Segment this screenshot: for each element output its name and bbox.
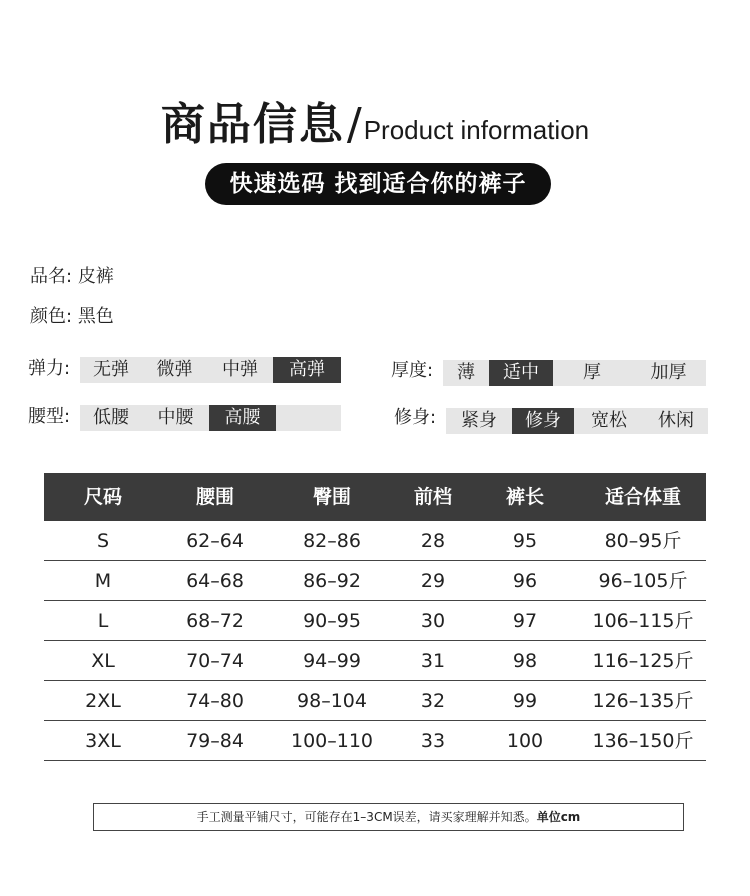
table-cell: 79–84 <box>186 730 244 752</box>
table-cell: 99 <box>512 690 538 712</box>
table-cell: 64–68 <box>186 570 244 592</box>
table-cell: 98 <box>512 650 538 672</box>
table-cell: 30 <box>420 610 446 632</box>
table-cell: 126–135斤 <box>592 690 694 712</box>
quick-size-banner: 快速选码 找到适合你的裤子 <box>205 163 551 205</box>
waist-option-selected: 高腰 <box>209 405 276 431</box>
thickness-option: 加厚 <box>650 362 687 383</box>
title-english: Product information <box>363 115 590 145</box>
table-row <box>44 641 706 681</box>
size-table-header <box>44 473 706 521</box>
waist-selector <box>80 405 341 431</box>
title-chinese: 商品信息 <box>160 99 345 150</box>
table-cell: 97 <box>512 610 538 632</box>
table-cell: 136–150斤 <box>592 730 694 752</box>
elasticity-option-selected: 高弹 <box>273 357 341 383</box>
table-cell: 96–105斤 <box>598 570 688 592</box>
column-header: 臀围 <box>312 486 351 508</box>
table-cell: 32 <box>420 690 446 712</box>
table-cell: M <box>94 570 112 592</box>
table-cell: 80–95斤 <box>604 530 682 552</box>
measurement-note <box>93 803 684 831</box>
thickness-selector <box>443 360 706 386</box>
table-cell: XL <box>91 650 115 672</box>
table-row <box>44 521 706 561</box>
product-name-label: 品名: <box>30 266 73 287</box>
table-cell: 100–110 <box>290 730 374 752</box>
waist-empty-slot <box>276 405 341 431</box>
color-value: 黑色 <box>77 306 114 327</box>
table-cell: 70–74 <box>186 650 244 672</box>
table-row <box>44 561 706 601</box>
table-cell: 2XL <box>85 690 121 712</box>
table-cell: 86–92 <box>303 570 361 592</box>
column-header: 腰围 <box>195 486 234 508</box>
table-cell: 31 <box>420 650 446 672</box>
thickness-option: 厚 <box>583 362 601 383</box>
fit-option: 紧身 <box>461 410 497 431</box>
elasticity-label: 弹力: <box>28 358 71 379</box>
table-cell: 98–104 <box>297 690 367 712</box>
fit-option: 休闲 <box>658 410 694 431</box>
unit-label: 单位cm <box>536 810 581 824</box>
elasticity-option: 微弹 <box>156 359 193 380</box>
elasticity-selector <box>80 357 341 383</box>
thickness-label: 厚度: <box>391 360 434 381</box>
table-cell: L <box>97 610 109 632</box>
product-name-value: 皮裤 <box>77 266 114 287</box>
fit-label: 修身: <box>394 407 437 428</box>
waist-option: 低腰 <box>93 407 129 428</box>
table-cell: 68–72 <box>186 610 244 632</box>
column-header: 尺码 <box>83 486 122 508</box>
table-row <box>44 601 706 641</box>
table-cell: 28 <box>420 530 446 552</box>
table-row <box>44 721 706 761</box>
waist-option: 中腰 <box>157 407 194 428</box>
table-cell: 100 <box>506 730 544 752</box>
product-name-line <box>30 262 114 288</box>
fit-selector <box>446 408 708 434</box>
table-cell: S <box>96 530 110 552</box>
elasticity-option: 中弹 <box>222 359 258 380</box>
table-cell: 33 <box>420 730 446 752</box>
table-cell: 94–99 <box>303 650 361 672</box>
fit-option-selected: 修身 <box>512 408 574 434</box>
table-cell: 90–95 <box>303 610 361 632</box>
table-row <box>44 681 706 721</box>
table-cell: 29 <box>420 570 446 592</box>
table-cell: 74–80 <box>186 690 244 712</box>
page-title <box>0 88 750 152</box>
table-cell: 106–115斤 <box>592 610 694 632</box>
waist-label: 腰型: <box>28 406 71 427</box>
table-cell: 95 <box>512 530 538 552</box>
table-cell: 116–125斤 <box>592 650 694 672</box>
column-header: 适合体重 <box>604 486 681 508</box>
color-line <box>30 302 114 328</box>
column-header: 裤长 <box>505 486 544 508</box>
table-cell: 62–64 <box>186 530 244 552</box>
thickness-option-selected: 适中 <box>489 360 553 386</box>
fit-option: 宽松 <box>591 410 627 431</box>
color-label: 颜色: <box>30 306 73 327</box>
table-cell: 3XL <box>85 730 121 752</box>
table-cell: 82–86 <box>303 530 361 552</box>
size-table <box>44 473 706 761</box>
elasticity-option: 无弹 <box>93 359 129 380</box>
column-header: 前档 <box>413 486 452 508</box>
table-cell: 96 <box>512 570 538 592</box>
thickness-option: 薄 <box>457 362 475 383</box>
measurement-note-text: 手工测量平铺尺寸，可能存在1–3CM误差，请买家理解并知悉。 <box>196 810 537 824</box>
title-slash: / <box>346 99 362 150</box>
